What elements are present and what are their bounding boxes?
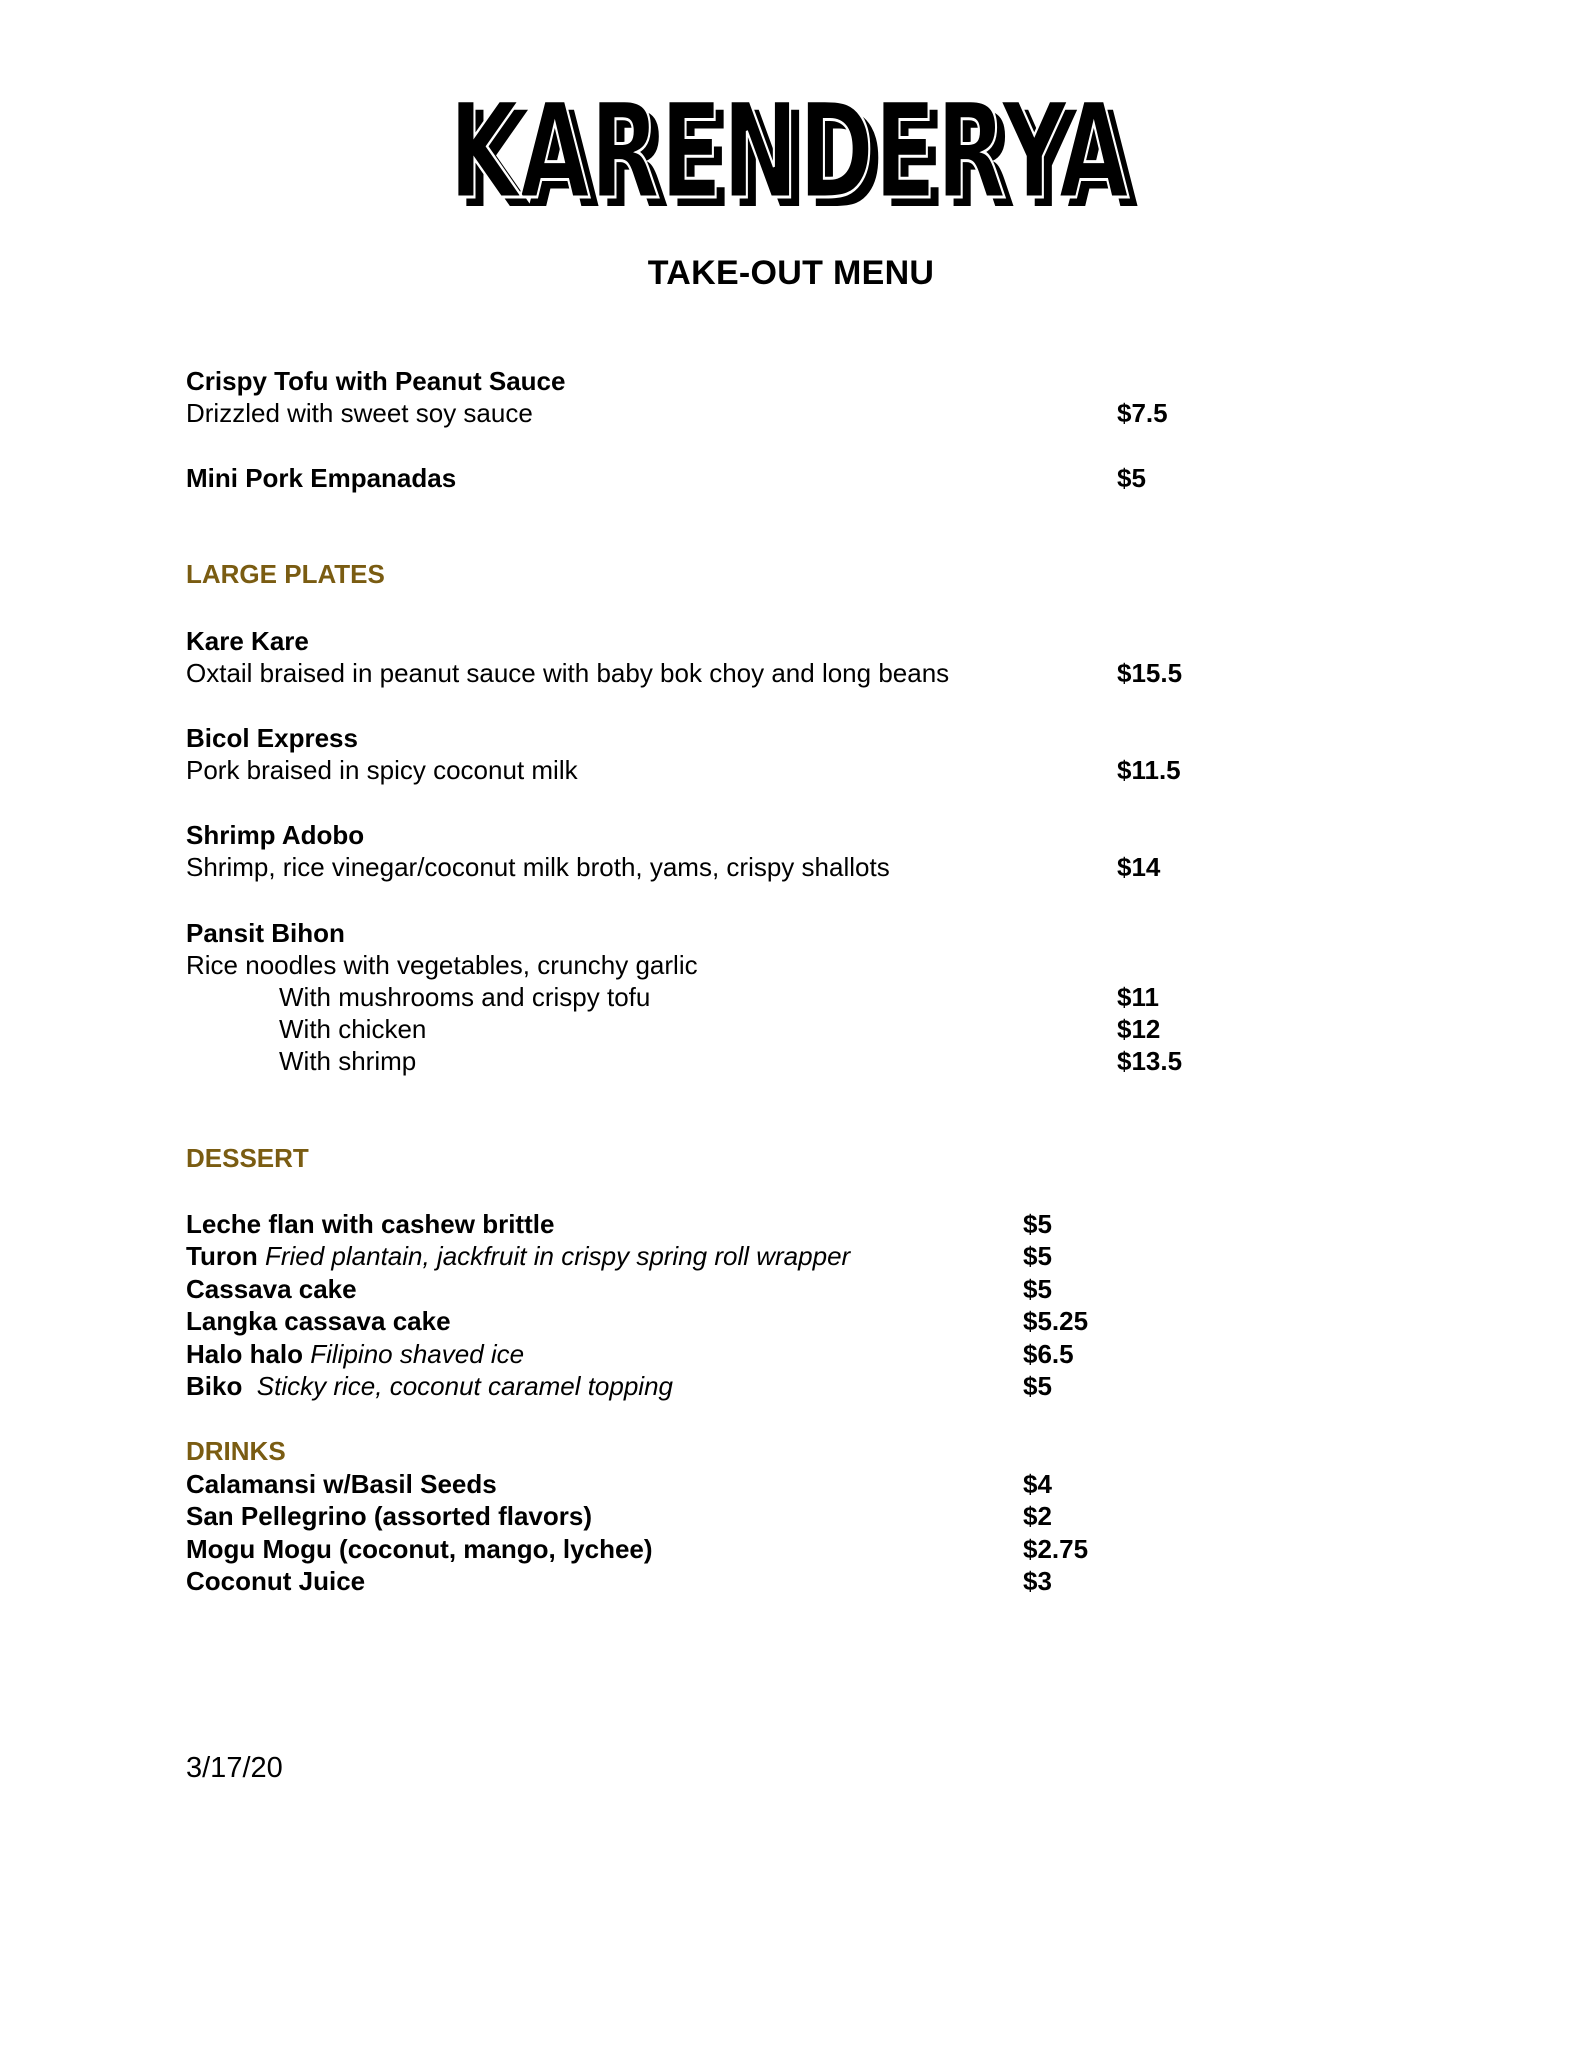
item-option-price: $13.5 [1117,1046,1183,1076]
item-name: Halo halo [186,1339,304,1369]
dessert-item [186,1240,850,1272]
item-price: $5 [1023,1274,1052,1304]
item-name: Cassava cake [186,1274,357,1304]
item-price: $14 [1117,852,1161,882]
dessert-item [186,1370,673,1402]
item-name: Biko [186,1371,243,1401]
item-price: $5 [1117,463,1146,493]
item-price: $3 [1023,1566,1052,1596]
item-price: $5 [1023,1241,1052,1271]
item-name: Mogu Mogu (coconut, mango, lychee) [186,1534,653,1564]
logo-text: KARENDERYA [449,78,1129,218]
item-name: Calamansi w/Basil Seeds [186,1469,497,1499]
item-name: Langka cassava cake [186,1306,451,1336]
item-price: $5 [1023,1371,1052,1401]
logo-wordmark [431,78,1151,218]
item-name: Shrimp Adobo [186,820,365,850]
item-description: Fried plantain, jackfruit in crispy spring roll wrapper [264,1241,851,1271]
logo-shadow-text: KARENDERYA [458,84,1138,218]
item-description: Rice noodles with vegetables, crunchy garlic [186,950,698,980]
item-name: Kare Kare [186,626,309,656]
item-price: $2 [1023,1501,1052,1531]
item-description: Shrimp, rice vinegar/coconut milk broth, yams, crispy shallots [186,852,890,882]
item-description: Pork braised in spicy coconut milk [186,755,578,785]
item-price: $11.5 [1117,755,1181,785]
item-price: $5 [1023,1209,1052,1239]
item-description: Drizzled with sweet soy sauce [186,398,533,428]
item-name: Mini Pork Empanadas [186,463,457,493]
item-name: Coconut Juice [186,1566,366,1596]
item-name: Turon [186,1241,258,1271]
item-description: Oxtail braised in peanut sauce with baby bok choy and long beans [186,658,950,688]
item-price: $7.5 [1117,398,1168,428]
item-name: Crispy Tofu with Peanut Sauce [186,366,566,396]
item-option-price: $12 [1117,1014,1161,1044]
item-option-label: With shrimp [279,1046,417,1076]
section-heading-drinks: DRINKS [186,1436,286,1466]
restaurant-logo [0,78,1582,218]
item-name: Pansit Bihon [186,918,345,948]
dessert-item [186,1208,554,1240]
item-description: Filipino shaved ice [310,1339,525,1369]
item-price: $6.5 [1023,1339,1074,1369]
item-price: $4 [1023,1469,1052,1499]
item-price: $15.5 [1117,658,1183,688]
dessert-item [186,1273,357,1305]
section-heading-large-plates: LARGE PLATES [186,559,385,589]
dessert-item [186,1338,524,1370]
section-heading-dessert: DESSERT [186,1143,309,1173]
item-price: $2.75 [1023,1534,1089,1564]
item-name: San Pellegrino (assorted flavors) [186,1501,593,1531]
item-name: Bicol Express [186,723,358,753]
item-option-label: With mushrooms and crispy tofu [279,982,651,1012]
item-price: $5.25 [1023,1306,1089,1336]
menu-date: 3/17/20 [186,1752,283,1784]
item-option-price: $11 [1117,982,1159,1012]
dessert-item [186,1305,451,1337]
item-description: Sticky rice, coconut caramel topping [256,1371,673,1401]
item-option-label: With chicken [279,1014,427,1044]
item-name: Leche flan with cashew brittle [186,1209,555,1239]
menu-title: TAKE-OUT MENU [647,254,935,292]
